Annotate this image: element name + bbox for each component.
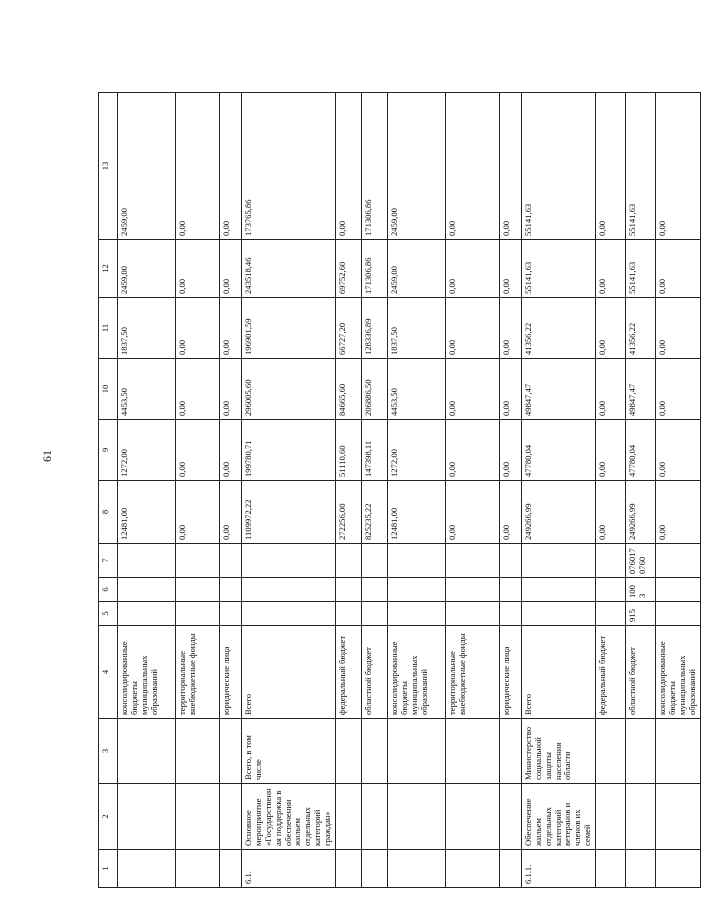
table-row — [499, 93, 521, 888]
table-cell: 55141,63 — [626, 240, 656, 298]
table-cell: 69752,60 — [335, 240, 361, 298]
table-row — [656, 93, 701, 888]
table-cell: 0,00 — [596, 298, 626, 359]
table-cell: 076017 0760 — [626, 544, 656, 578]
table-cell: 0,00 — [220, 240, 242, 298]
budget-table — [98, 92, 701, 888]
table-cell: 1109972,22 — [242, 481, 336, 544]
table-cell: 0,00 — [176, 359, 220, 420]
table-cell: юридические лица — [220, 626, 242, 719]
table-row — [176, 93, 220, 888]
table-cell — [656, 578, 701, 602]
table-cell: Всего — [242, 626, 336, 719]
table-cell: 0,00 — [656, 481, 701, 544]
table-cell — [521, 602, 595, 626]
table-cell — [335, 578, 361, 602]
table-cell: 0,00 — [445, 481, 499, 544]
table-cell — [176, 578, 220, 602]
table-cell — [656, 602, 701, 626]
table-cell: 51110,60 — [335, 420, 361, 481]
table-cell: 0,00 — [445, 420, 499, 481]
table-cell — [176, 602, 220, 626]
table-cell: 0,00 — [596, 359, 626, 420]
table-cell — [445, 784, 499, 850]
table-cell — [499, 544, 521, 578]
table-cell: 0,00 — [499, 240, 521, 298]
table-cell: 0,00 — [220, 420, 242, 481]
table-cell — [361, 784, 387, 850]
table-cell: 199780,71 — [242, 420, 336, 481]
table-cell: 2459,00 — [387, 93, 445, 240]
table-cell — [242, 602, 336, 626]
table-cell: 147398,11 — [361, 420, 387, 481]
table-cell — [596, 544, 626, 578]
table-cell: 0,00 — [445, 240, 499, 298]
table-cell: федеральный бюджет — [335, 626, 361, 719]
column-header: 4 — [99, 626, 118, 719]
table-cell: Основное мероприятие «Государственная поддержка в обеспечении жильем отдельных категорий граждан» — [242, 784, 336, 850]
column-header: 7 — [99, 544, 118, 578]
table-cell — [656, 784, 701, 850]
table-cell: 0,00 — [176, 481, 220, 544]
table-cell: 0,00 — [445, 93, 499, 240]
table-cell — [118, 544, 176, 578]
column-header: 9 — [99, 420, 118, 481]
table-cell: консолидированные бюджеты муниципальных образований — [656, 626, 701, 719]
table-cell: 171306,86 — [361, 93, 387, 240]
column-header: 1 — [99, 850, 118, 888]
table-cell: 0,00 — [220, 298, 242, 359]
table-cell — [387, 578, 445, 602]
table-cell — [596, 578, 626, 602]
table-cell — [626, 850, 656, 888]
table-cell — [387, 719, 445, 784]
table-cell — [220, 544, 242, 578]
table-cell: 249266,99 — [626, 481, 656, 544]
table-cell: Обеспечение жильем отдельных категорий ветеранов и членов их семей — [521, 784, 595, 850]
table-cell: федеральный бюджет — [596, 626, 626, 719]
table-cell: 0,00 — [656, 93, 701, 240]
table-cell: 49847,47 — [626, 359, 656, 420]
table-cell — [596, 784, 626, 850]
table-cell — [499, 602, 521, 626]
table-cell: 0,00 — [176, 298, 220, 359]
table-cell — [445, 544, 499, 578]
table-cell: 66727,20 — [335, 298, 361, 359]
table-cell: 0,00 — [596, 481, 626, 544]
table-cell: 0,00 — [499, 93, 521, 240]
column-header: 5 — [99, 602, 118, 626]
table-cell: территориальные внебюджетные фонды — [176, 626, 220, 719]
table-cell: 1272,00 — [118, 420, 176, 481]
table-row — [118, 93, 176, 888]
table-cell: 0,00 — [220, 93, 242, 240]
table-row — [220, 93, 242, 888]
table-cell: 0,00 — [499, 359, 521, 420]
table-cell: 825235,22 — [361, 481, 387, 544]
table-cell — [118, 719, 176, 784]
table-header-row — [99, 93, 118, 888]
column-header: 6 — [99, 578, 118, 602]
table-cell: 1837,50 — [387, 298, 445, 359]
table-row — [242, 93, 336, 888]
table-cell: 0,00 — [445, 298, 499, 359]
table-cell — [656, 850, 701, 888]
table-cell — [118, 850, 176, 888]
table-cell: территориальные внебюджетные фонды — [445, 626, 499, 719]
table-cell: 243518,46 — [242, 240, 336, 298]
column-header: 2 — [99, 784, 118, 850]
table-cell: 171306,86 — [361, 240, 387, 298]
table-cell — [626, 719, 656, 784]
table-row — [521, 93, 595, 888]
table-cell: 1272,00 — [387, 420, 445, 481]
table-cell: 0,00 — [176, 93, 220, 240]
table-cell: 196901,59 — [242, 298, 336, 359]
table-cell: 0,00 — [596, 240, 626, 298]
table-cell: 0,00 — [596, 420, 626, 481]
table-cell — [361, 602, 387, 626]
table-cell — [521, 578, 595, 602]
table-cell: 4453,50 — [118, 359, 176, 420]
table-cell — [596, 719, 626, 784]
table-cell: 272256,00 — [335, 481, 361, 544]
table-cell: 249266,99 — [521, 481, 595, 544]
table-cell: 49847,47 — [521, 359, 595, 420]
table-cell: 1003 — [626, 578, 656, 602]
table-cell — [176, 850, 220, 888]
table-cell: консолидированные бюджеты муниципальных образований — [118, 626, 176, 719]
table-row — [596, 93, 626, 888]
table-cell — [220, 784, 242, 850]
table-cell: 296005,60 — [242, 359, 336, 420]
table-cell — [361, 544, 387, 578]
table-cell — [335, 850, 361, 888]
table-cell: Министерство социальной защиты населения области — [521, 719, 595, 784]
table-cell — [176, 544, 220, 578]
table-cell: 47780,04 — [626, 420, 656, 481]
table-cell: 0,00 — [499, 420, 521, 481]
table-cell: 0,00 — [445, 359, 499, 420]
table-cell: консолидированные бюджеты муниципальных образований — [387, 626, 445, 719]
table-cell — [335, 602, 361, 626]
table-row — [387, 93, 445, 888]
table-cell: 1837,50 — [118, 298, 176, 359]
table-cell — [361, 578, 387, 602]
column-header: 3 — [99, 719, 118, 784]
table-cell: 6.1.1. — [521, 850, 595, 888]
table-cell — [499, 578, 521, 602]
table-cell — [220, 602, 242, 626]
table-cell — [656, 544, 701, 578]
table-cell: юридические лица — [499, 626, 521, 719]
table-cell — [499, 719, 521, 784]
table-cell: 2459,00 — [118, 93, 176, 240]
table-cell — [521, 544, 595, 578]
column-header: 11 — [99, 298, 118, 359]
table-cell: областной бюджет — [361, 626, 387, 719]
table-cell — [118, 784, 176, 850]
column-header: 12 — [99, 240, 118, 298]
rotated-table-container — [98, 93, 697, 888]
table-cell — [118, 602, 176, 626]
table-cell — [176, 784, 220, 850]
table-cell: 41356,22 — [626, 298, 656, 359]
table-cell — [445, 719, 499, 784]
column-header: 13 — [99, 93, 118, 240]
table-cell — [242, 578, 336, 602]
table-cell — [335, 784, 361, 850]
column-header: 8 — [99, 481, 118, 544]
table-cell — [176, 719, 220, 784]
table-cell — [596, 602, 626, 626]
table-cell: 128336,89 — [361, 298, 387, 359]
table-cell: 0,00 — [176, 240, 220, 298]
table-cell — [220, 719, 242, 784]
table-cell — [656, 719, 701, 784]
table-cell — [445, 850, 499, 888]
table-cell: областной бюджет — [626, 626, 656, 719]
table-cell — [387, 544, 445, 578]
table-cell: Всего, в том числе — [242, 719, 336, 784]
table-cell: 55141,63 — [626, 93, 656, 240]
table-cell: 0,00 — [220, 359, 242, 420]
table-cell: 2459,00 — [387, 240, 445, 298]
table-cell: 0,00 — [656, 298, 701, 359]
table-cell: 0,00 — [596, 93, 626, 240]
table-cell — [499, 784, 521, 850]
table-cell: 55141,63 — [521, 93, 595, 240]
table-cell — [499, 850, 521, 888]
table-cell: 173765,86 — [242, 93, 336, 240]
table-cell — [445, 578, 499, 602]
table-cell — [361, 850, 387, 888]
table-row — [445, 93, 499, 888]
table-cell — [445, 602, 499, 626]
table-cell: 12481,00 — [118, 481, 176, 544]
table-cell: 6.1. — [242, 850, 336, 888]
table-cell: 0,00 — [220, 481, 242, 544]
table-cell — [220, 578, 242, 602]
table-cell: 41356,22 — [521, 298, 595, 359]
table-cell — [220, 850, 242, 888]
table-cell: 0,00 — [656, 359, 701, 420]
table-cell — [361, 719, 387, 784]
table-cell — [335, 719, 361, 784]
table-cell: 0,00 — [656, 240, 701, 298]
table-cell: 0,00 — [335, 93, 361, 240]
column-header: 10 — [99, 359, 118, 420]
table-cell: 84665,60 — [335, 359, 361, 420]
table-cell — [596, 850, 626, 888]
table-cell: 0,00 — [499, 298, 521, 359]
table-cell: 0,00 — [176, 420, 220, 481]
table-cell — [387, 850, 445, 888]
table-cell: 0,00 — [656, 420, 701, 481]
table-row — [335, 93, 361, 888]
table-cell: 2459,00 — [118, 240, 176, 298]
table-cell — [387, 784, 445, 850]
table-cell: 55141,63 — [521, 240, 595, 298]
table-cell: 4453,50 — [387, 359, 445, 420]
table-cell: 47780,04 — [521, 420, 595, 481]
page-number: 61 — [40, 450, 54, 462]
table-cell: 206886,50 — [361, 359, 387, 420]
table-cell — [335, 544, 361, 578]
table-cell: 915 — [626, 602, 656, 626]
table-cell — [387, 602, 445, 626]
table-cell — [242, 544, 336, 578]
table-row — [361, 93, 387, 888]
table-cell — [118, 578, 176, 602]
table-cell: 12481,00 — [387, 481, 445, 544]
table-cell — [626, 784, 656, 850]
table-row — [626, 93, 656, 888]
table-cell: Всего — [521, 626, 595, 719]
table-cell: 0,00 — [499, 481, 521, 544]
